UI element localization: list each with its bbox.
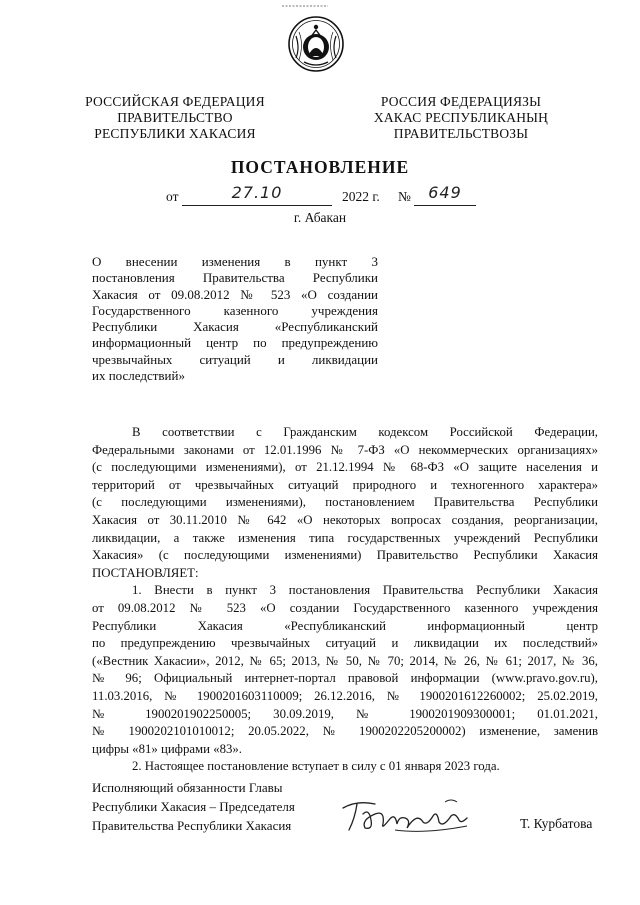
header-right-line: ПРАВИТЕЛЬСТВОЗЫ (393, 126, 529, 141)
body-line: по предупреждению чрезвычайных ситуаций и ликвидации их последствий» (92, 636, 598, 651)
subject-line: чрезвычайных ситуаций и ликвидации (92, 351, 378, 367)
subject-line: Республики Хакасия «Республиканский (92, 319, 378, 335)
signature-title-line: Правительства Республики Хакасия (92, 818, 292, 833)
handwritten-number: 649 (428, 183, 462, 202)
signature-title-line: Республики Хакасия – Председателя (92, 799, 295, 814)
header-left-line: ПРАВИТЕЛЬСТВО (117, 110, 233, 125)
handwritten-signature (335, 790, 485, 840)
body-line: В соответствии с Гражданским кодексом Российской Федерации, (132, 425, 598, 439)
body-line: № 1900202101010012; 20.05.2022, № 1900202205200002) изменение, заменив (92, 724, 598, 739)
subject-block (92, 254, 378, 384)
body-line: ликвидации, а также изменения типа государственных учреждений Республики (92, 530, 598, 545)
body-line: цифры «81» цифрами «83». (92, 741, 242, 756)
header-left-line: РЕСПУБЛИКИ ХАКАСИЯ (94, 126, 256, 141)
signer-name: Т. Курбатова (520, 816, 593, 831)
body-line: (с последующими изменениями), от 21.12.1994 № 68-ФЗ «О защите населения и (92, 460, 598, 475)
body-line: Республики Хакасия «Республиканский информационный центр (92, 618, 598, 633)
subject-line: постановления Правительства Республики (92, 270, 378, 286)
subject-line: Хакасия от 09.08.2012 № 523 «О создании (92, 286, 378, 302)
header-right (345, 94, 577, 142)
body-text (92, 424, 598, 776)
coat-of-arms-emblem (286, 14, 346, 74)
body-line: территорий от чрезвычайных ситуаций природного и техногенного характера» (92, 477, 598, 492)
handwritten-date: 27.10 (231, 183, 283, 202)
number-sign: № (398, 189, 411, 204)
signature-title-line: Исполняющий обязанности Главы (92, 780, 283, 795)
subject-line: О внесении изменения в пункт 3 (92, 254, 378, 269)
scan-mark (270, 4, 350, 8)
body-line: («Вестник Хакасии», 2012, № 65; 2013, № 50, № 70; 2014, № 26, № 61; 2017, № 36, (92, 653, 598, 668)
header-left (70, 94, 280, 142)
body-line: ПОСТАНОВЛЯЕТ: (92, 565, 199, 580)
body-line: 2. Настоящее постановление вступает в силу с 01 января 2023 года. (132, 759, 500, 774)
body-line: 1. Внести в пункт 3 постановления Правительства Республики Хакасия (132, 583, 598, 598)
subject-line: их последствий» (92, 368, 185, 384)
year-label: 2022 г. (342, 189, 380, 204)
body-line: № 96; Официальный интернет-портал правовой информации (www.pravo.gov.ru), (92, 671, 598, 686)
subject-line: Государственного казенного учреждения (92, 302, 378, 318)
signature-block (92, 778, 295, 835)
body-line: № 1900201902250005; 30.09.2019, № 1900201909300001; 01.01.2021, (92, 706, 598, 721)
body-line: Федеральными законами от 12.01.1996 № 7-ФЗ «О некоммерческих организациях» (92, 442, 598, 457)
body-line: от 09.08.2012 № 523 «О создании Государственного казенного учреждения (92, 600, 598, 615)
subject-line: информационный центр по предупреждению (92, 335, 378, 351)
body-line: 11.03.2016, № 1900201603110009; 26.12.2016, № 1900201612260002; 25.02.2019, (92, 688, 598, 703)
body-line: Хакасия от 30.11.2010 № 642 «О некоторых вопросах создания, реорганизации, (92, 512, 598, 527)
header-right-line: ХАКАС РЕСПУБЛИКАНЫҢ (373, 110, 549, 125)
body-line: (с последующими изменениями), постановлением Правительства Республики (92, 495, 598, 510)
document-title: ПОСТАНОВЛЕНИЕ (230, 157, 410, 177)
body-line: Хакасия» (с последующими изменениями) Правительство Республики Хакасия (92, 548, 598, 563)
city-label: г. Абакан (293, 210, 347, 225)
date-prefix: от (166, 189, 179, 204)
header-left-line: РОССИЙСКАЯ ФЕДЕРАЦИЯ (85, 94, 265, 109)
header-right-line: РОССИЯ ФЕДЕРАЦИЯЗЫ (380, 94, 542, 109)
